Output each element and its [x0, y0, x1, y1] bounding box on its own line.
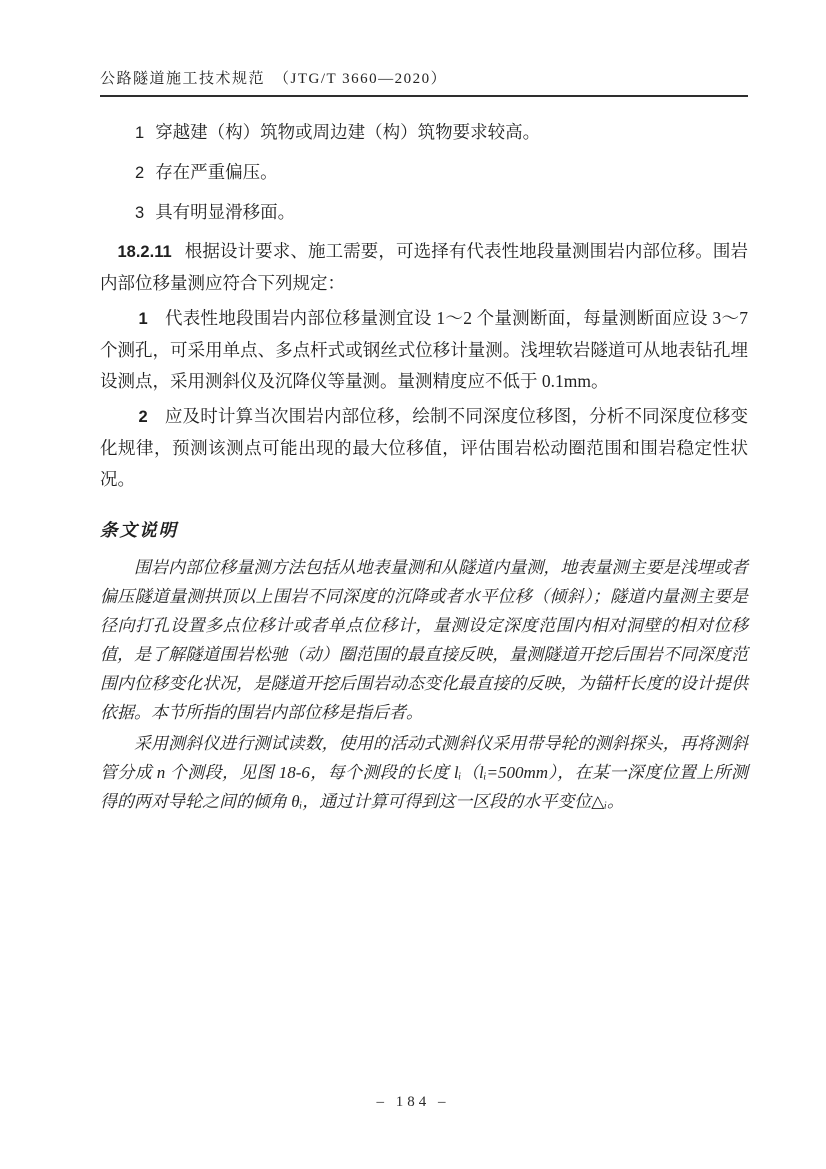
list-item-text: 穿越建（构）筑物或周边建（构）筑物要求较高。	[155, 122, 541, 142]
clause-number: 18.2.11	[117, 243, 172, 261]
commentary-heading: 条文说明	[100, 520, 178, 540]
clause-text: 根据设计要求、施工需要，可选择有代表性地段量测围岩内部位移。围岩内部位移量测应符合下列规定：	[100, 241, 748, 293]
list-item-number: 3	[135, 204, 145, 222]
document-title: 公路隧道施工技术规范 （JTG/T 3660—2020）	[100, 71, 448, 87]
top-numbered-list	[100, 113, 748, 233]
clause-item-text: 应及时计算当次围岩内部位移，绘制不同深度位移图，分析不同深度位移变化规律，预测该测点可能出现的最大位移值，评估围岩松动圈范围和围岩稳定性状况。	[100, 406, 748, 489]
list-item	[100, 113, 748, 153]
page-header	[100, 70, 748, 97]
commentary-paragraph: 采用测斜仪进行测试读数，使用的活动式测斜仪采用带导轮的测斜探头，再将测斜管分成 n 个测段，见图 18-6，每个测段的长度 lᵢ（lᵢ=500mm），在某一深度位置上所测得的两对导轮之间的倾角 θᵢ，通过计算可得到这一区段的水平变位△ᵢ。	[100, 734, 748, 811]
page-body	[100, 113, 748, 816]
commentary-paragraph: 围岩内部位移量测方法包括从地表量测和从隧道内量测，地表量测主要是浅埋或者偏压隧道量测拱顶以上围岩不同深度的沉降或者水平位移（倾斜）；隧道内量测主要是径向打孔设置多点位移计或者单点位移计，量测设定深度范围内相对洞壁的相对位移值，是了解隧道围岩松驰（动）圈范围的最直接反映，量测隧道开挖后围岩不同深度范围内位移变化状况，是隧道开挖后围岩动态变化最直接的反映，为锚杆长度的设计提供依据。本节所指的围岩内部位移是指后者。	[100, 558, 748, 722]
clause-item	[100, 401, 748, 495]
page-footer	[0, 1093, 826, 1111]
clause-item-number: 1	[138, 310, 148, 328]
page-number: – 184 –	[376, 1094, 450, 1110]
clause-item-text: 代表性地段围岩内部位移量测宜设 1～2 个量测断面，每量测断面应设 3～7 个测孔，可采用单点、多点杆式或钢丝式位移计量测。浅埋软岩隧道可从地表钻孔埋设测点，采用测斜仪及沉降仪等量测。量测精度应不低于 0.1mm。	[100, 308, 748, 391]
clause-paragraph	[100, 236, 748, 299]
clause-item-number: 2	[138, 408, 148, 426]
list-item-number: 2	[135, 164, 145, 182]
list-item	[100, 153, 748, 193]
clause-item	[100, 303, 748, 397]
list-item-number: 1	[135, 124, 145, 142]
list-item	[100, 193, 748, 233]
list-item-text: 存在严重偏压。	[155, 162, 278, 182]
list-item-text: 具有明显滑移面。	[155, 202, 296, 222]
